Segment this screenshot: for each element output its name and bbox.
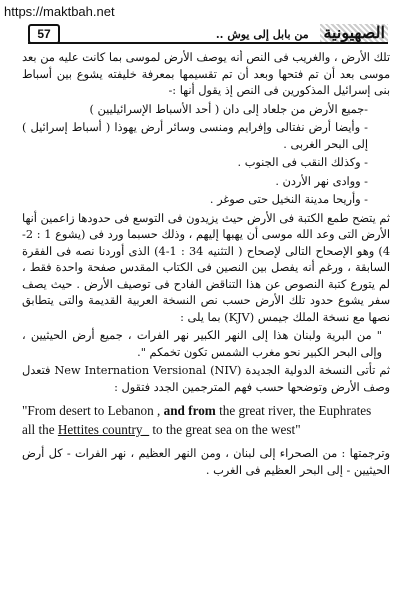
chapter-title: من بابل إلى يوش .. bbox=[215, 28, 309, 41]
page-body bbox=[22, 50, 390, 586]
kjv-quote: " من البرية ولبنان هذا إلى النهر الكبير نهر الفرات ، جميع أرض الحيثيين ، وإلى البحر الكبير نحو مغرب الشمس تكون تخمكم ". bbox=[22, 329, 382, 359]
book-title: الصهيونية bbox=[320, 24, 388, 42]
english-quote-underlined: Hettites country_ bbox=[57, 422, 150, 437]
paragraph-niv: ثم تأتى النسخة الدولية الجديدة (NIV) New Internation Versional فتعدل وصف الأرض وتوضحها حسب فهم المترجمين الجدد فتقول : bbox=[22, 364, 390, 394]
site-watermark: https://maktbah.net bbox=[4, 4, 115, 19]
english-quote bbox=[22, 401, 386, 439]
paragraph-intro: تلك الأرض ، والغريب فى النص أنه يوصف الأرض لموسى بما كانت عليه من بعد موسى بعد أن تم فتحها وبعد أن تم تقسيمها بمعرفة خليفته يشوع بين أسباط بنى إسرائيل المذكورين فى النص إذ يقول أنها :- bbox=[22, 51, 390, 97]
english-quote-part1: "From desert to Lebanon , bbox=[22, 403, 164, 418]
running-title bbox=[72, 24, 388, 42]
header-divider bbox=[28, 42, 388, 44]
english-quote-part2: the great river, the Euphrates all the bbox=[22, 403, 372, 437]
english-quote-part3: to the great sea on the west" bbox=[149, 422, 301, 437]
english-quote-bold: and from bbox=[163, 403, 216, 418]
page-number-badge: 57 bbox=[28, 24, 60, 44]
list-item: - وكذلك النقب فى الجنوب . bbox=[237, 156, 368, 169]
list-item: - وأيضا أرض نفتالى وإفرايم ومنسى وسائر أرض يهوذا ( أسباط إسرائيل ) إلى البحر الغربى . bbox=[22, 121, 368, 151]
page-header bbox=[28, 24, 388, 44]
list-item: -جميع الأرض من جلعاد إلى دان ( أحد الأسباط الإسرائيليين ) bbox=[89, 102, 368, 116]
paragraph-expansion: ثم يتضح طمع الكتبة فى الأرض حيث يزيدون فى التوسع فى حدودها زاعمين أنها الأرض التى وعد الله موسى أن يهبها إليهم ، وذلك حسبما ورد فى (يشوع 1 : 2-4) وهو الإصحاح التالى لإصحاح ( التثنيه 34 : 1-4) الذى أوردنا نصه فى الفقرة السابقة ، ورغم أنه يفصل بين النصين فى الكتاب المقدس صفحة واحدة فقط ، لم يتورع كتبة النصوص عن هذا التناقض الفادح فى توصيف الأرض . حيث يصف سفر يشوع حدود تلك الأرض حسب نص النسخة العربية القديمة والتى يتطابق نصها مع نسخة الملك جيمس (KJV) بما يلى : bbox=[22, 211, 390, 324]
paragraph-translation: وترجمتها : من الصحراء إلى لبنان ، ومن النهر العظيم ، نهر الفرات - كل أرض الحيثيين - إلى البحر العظيم فى الغرب . bbox=[22, 447, 390, 477]
list-item: - ووادى نهر الأردن . bbox=[275, 174, 368, 188]
list-item: - وأريحا مدينة النخيل حتى صوغر . bbox=[209, 193, 368, 206]
